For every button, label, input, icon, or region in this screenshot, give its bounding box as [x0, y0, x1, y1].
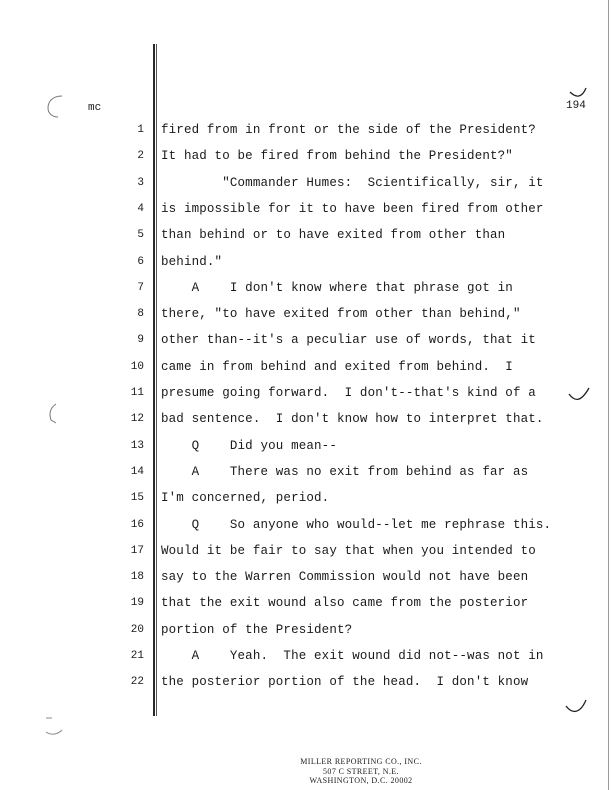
line-number: 8	[137, 308, 144, 320]
transcript-line: say to the Warren Commission would not have been	[161, 570, 529, 584]
transcript-line: the posterior portion of the head. I don't know	[161, 675, 529, 689]
bottom-check-mark	[562, 696, 590, 718]
line-number: 18	[130, 571, 144, 583]
line-number: 22	[130, 676, 144, 688]
line-number: 19	[130, 597, 144, 609]
transcript-line: Q So anyone who would--let me rephrase this.	[161, 518, 552, 532]
transcript-line: behind."	[161, 255, 223, 269]
page-corner-mark	[566, 84, 590, 100]
line-number: 15	[130, 492, 144, 504]
line-number: 16	[130, 519, 144, 531]
margin-rule-left	[153, 44, 155, 716]
line-number: 1	[137, 124, 144, 136]
transcript-line: I'm concerned, period.	[161, 491, 330, 505]
transcript-line: Q Did you mean--	[161, 439, 337, 453]
footer-city: WASHINGTON, D.C. 20002	[309, 776, 413, 785]
transcript-line: presume going forward. I don't--that's kind of a	[161, 386, 536, 400]
transcript-line: other than--it's a peculiar use of words, that it	[161, 333, 536, 347]
transcript-line: "Commander Humes: Scientifically, sir, it	[161, 176, 544, 190]
reporter-footer	[276, 757, 446, 786]
line-number: 11	[130, 387, 144, 399]
line-number: 10	[130, 361, 144, 373]
line-number: 4	[137, 203, 144, 215]
footer-company: MILLER REPORTING CO., INC.	[300, 757, 422, 766]
page-edge-rule	[608, 0, 609, 790]
transcript-line: fired from in front or the side of the President?	[161, 123, 536, 137]
line-number: 14	[130, 466, 144, 478]
transcript-line: came in from behind and exited from behind. I	[161, 360, 513, 374]
transcript-line: there, "to have exited from other than behind,"	[161, 307, 521, 321]
line-number: 6	[137, 256, 144, 268]
transcript-line: that the exit wound also came from the posterior	[161, 596, 529, 610]
binder-hole-mark-top	[44, 92, 66, 120]
line-number: 7	[137, 282, 144, 294]
line-number: 3	[137, 177, 144, 189]
line-number: 12	[130, 413, 144, 425]
margin-check-mark	[565, 384, 593, 408]
line-number: 2	[137, 150, 144, 162]
transcript-line: A I don't know where that phrase got in	[161, 281, 513, 295]
transcript-line: bad sentence. I don't know how to interpret that.	[161, 412, 544, 426]
line-number: 17	[130, 545, 144, 557]
transcript-line: Would it be fair to say that when you intended to	[161, 544, 536, 558]
typist-initials: mc	[88, 102, 102, 114]
transcript-line: portion of the President?	[161, 623, 353, 637]
footer-street: 507 C STREET, N.E.	[323, 766, 399, 776]
binder-hole-mark-middle	[44, 400, 60, 426]
line-number: 13	[130, 440, 144, 452]
transcript-line: is impossible for it to have been fired from other	[161, 202, 544, 216]
margin-rule-left-inner	[156, 44, 157, 716]
page-number: 194	[566, 100, 586, 112]
transcript-line: A Yeah. The exit wound did not--was not in	[161, 649, 544, 663]
transcript-line: A There was no exit from behind as far as	[161, 465, 529, 479]
line-number: 9	[137, 334, 144, 346]
transcript-line: It had to be fired from behind the President?"	[161, 149, 513, 163]
line-number: 21	[130, 650, 144, 662]
line-number: 20	[130, 624, 144, 636]
transcript-line: than behind or to have exited from other than	[161, 228, 506, 242]
line-number: 5	[137, 229, 144, 241]
binder-hole-mark-bottom	[40, 712, 66, 738]
